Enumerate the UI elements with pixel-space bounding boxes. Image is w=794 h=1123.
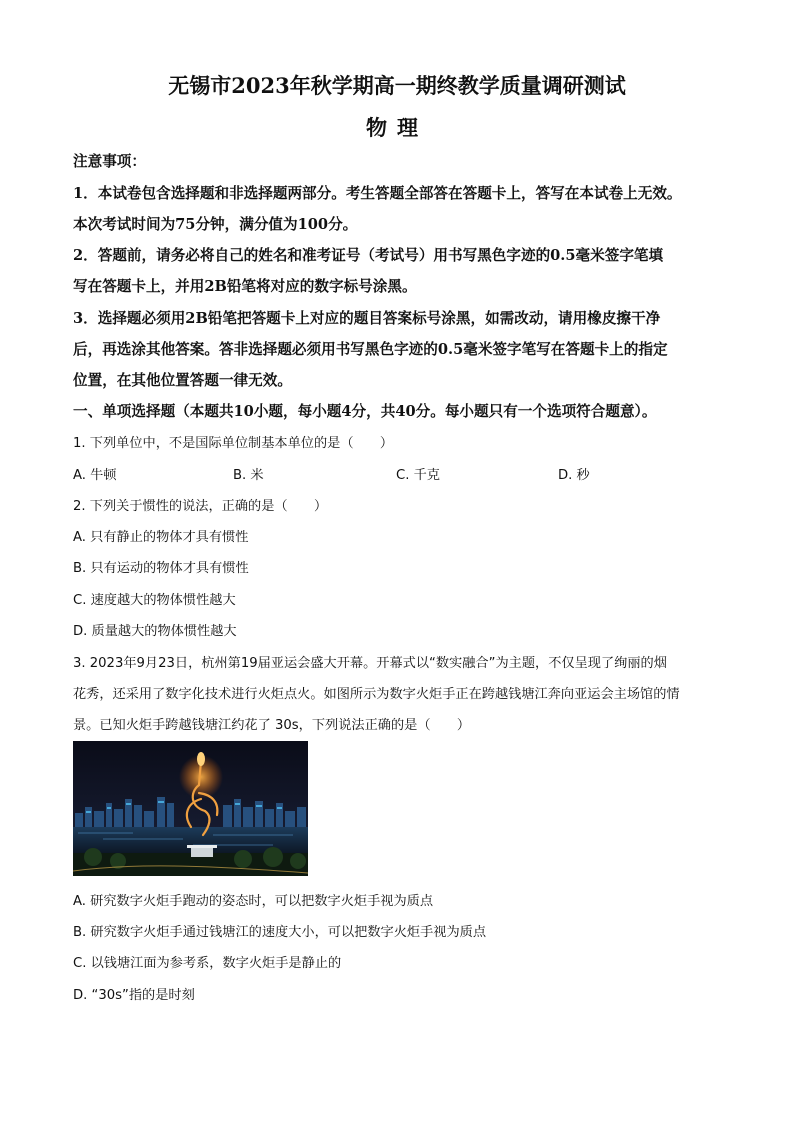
q3-option-a: A. 研究数字火炬手跑动的姿态时，可以把数字火炬手视为质点 [73, 894, 434, 909]
subject-title: 物理 [366, 115, 428, 140]
q2-option-d: D. 质量越大的物体惯性越大 [73, 624, 237, 639]
notice-line: 本次考试时间为75分钟，满分值为100分。 [73, 216, 358, 233]
q2-option-c: C. 速度越大的物体惯性越大 [73, 593, 236, 608]
notice-line: 后，再选涂其他答案。答非选择题必须用书写黑色字迹的0.5毫米签字笔写在答题卡上的指定 [73, 341, 668, 358]
q1-option-a: A. 牛顿 [73, 468, 117, 483]
question-stem-3: 花秀，还采用了数字化技术进行火炬点火。如图所示为数字火炬手正在跨越钱塘江奔向亚运会主场馆的情 [73, 687, 680, 702]
q3-option-d: D. “30s”指的是时刻 [73, 988, 195, 1003]
notice-line: 写在答题卡上，并用2B铅笔将对应的数字标号涂黑。 [73, 278, 417, 295]
notice-line: 2．答题前，请务必将自己的姓名和准考证号（考试号）用书写黑色字迹的0.5毫米签字笔填 [73, 247, 664, 264]
q1-option-b: B. 米 [233, 468, 264, 483]
q2-option-b: B. 只有运动的物体才具有惯性 [73, 561, 249, 576]
section-heading: 一、单项选择题（本题共10小题，每小题4分，共40分。每小题只有一个选项符合题意）。 [73, 403, 657, 420]
notice-line: 位置，在其他位置答题一律无效。 [73, 372, 292, 389]
question-stem-1: 1. 下列单位中，不是国际单位制基本单位的是（ ） [73, 436, 394, 451]
question-stem-3: 3. 2023年9月23日，杭州第19届亚运会盛大开幕。开幕式以“数实融合”为主题，不仅呈现了绚丽的烟 [73, 656, 667, 671]
notice-heading: 注意事项： [73, 153, 146, 170]
q3-option-c: C. 以钱塘江面为参考系，数字火炬手是静止的 [73, 956, 342, 971]
notice-line: 1．本试卷包含选择题和非选择题两部分。考生答题全部答在答题卡上，答写在本试卷上无效。 [73, 185, 682, 202]
exam-title: 无锡市2023年秋学期高一期终教学质量调研测试 [168, 73, 626, 98]
notice-line: 3．选择题必须用2B铅笔把答题卡上对应的题目答案标号涂黑，如需改动，请用橡皮擦干净 [73, 310, 661, 327]
q2-option-a: A. 只有静止的物体才具有惯性 [73, 530, 249, 545]
q1-option-d: D. 秒 [558, 468, 590, 483]
torchbearer-photo [73, 741, 308, 876]
q3-option-b: B. 研究数字火炬手通过钱塘江的速度大小，可以把数字火炬手视为质点 [73, 925, 487, 940]
question-stem-3: 景。已知火炬手跨越钱塘江约花了 30s，下列说法正确的是（ ） [73, 718, 471, 733]
question-stem-2: 2. 下列关于惯性的说法，正确的是（ ） [73, 499, 328, 514]
q1-option-c: C. 千克 [396, 468, 440, 483]
